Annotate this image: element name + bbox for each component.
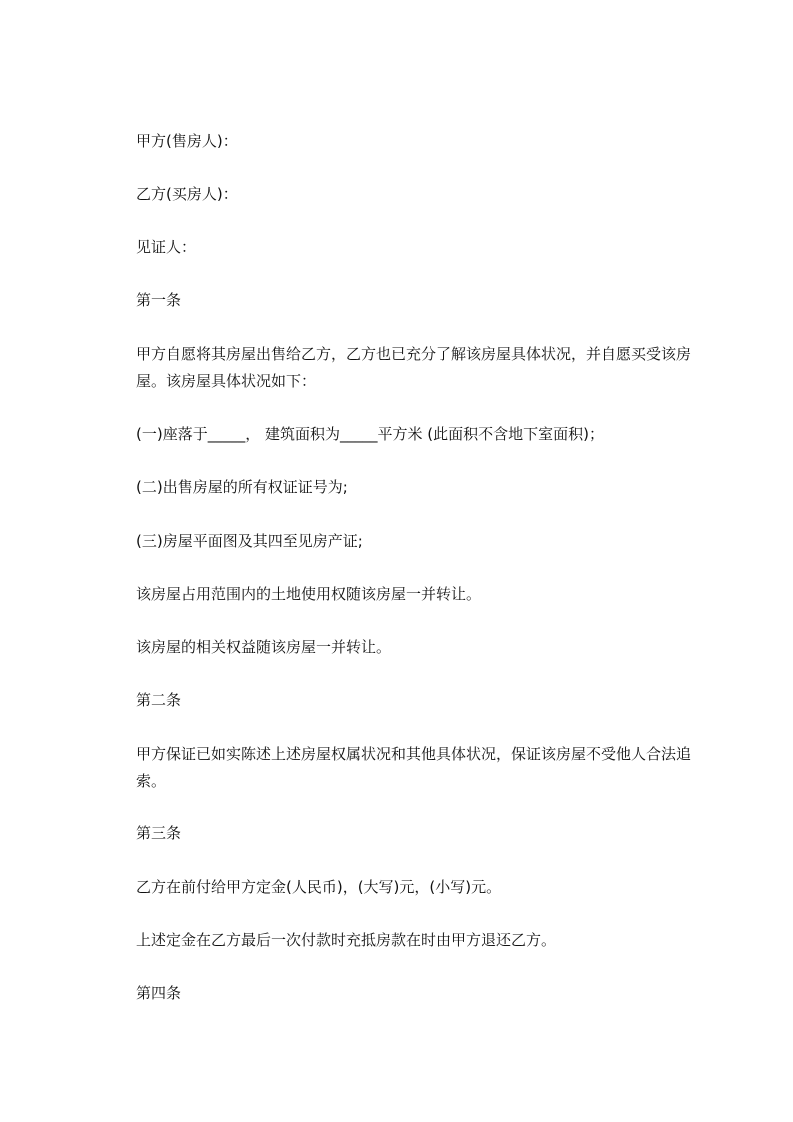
party-a-line: 甲方(售房人)： (136, 132, 238, 150)
clause-3-floor-plan: (三)房屋平面图及其四至见房产证; (136, 532, 363, 550)
article-1-heading: 第一条 (136, 291, 182, 309)
article-4-heading: 第四条 (136, 984, 182, 1002)
related-rights-paragraph: 该房屋的相关权益随该房屋一并转让。 (136, 638, 392, 656)
article-3-deposit: 乙方在前付给甲方定金(人民币)，(大写)元，(小写)元。 (136, 878, 502, 896)
article-3-heading: 第三条 (136, 824, 182, 842)
article-2-body: 甲方保证已如实陈述上述房屋权属状况和其他具体状况，保证该房屋不受他人合法追索。 (136, 745, 692, 790)
article-3-deposit-offset: 上述定金在乙方最后一次付款时充抵房款在时由甲方退还乙方。 (136, 931, 557, 949)
land-use-right-paragraph: 该房屋占用范围内的土地使用权随该房屋一并转让。 (136, 585, 482, 603)
article-1-intro: 甲方自愿将其房屋出售给乙方，乙方也已充分了解该房屋具体状况，并自愿买受该房屋。该房屋具体状况如下： (136, 345, 692, 390)
article-2-heading: 第二条 (136, 691, 182, 709)
clause-2-certificate: (二)出售房屋的所有权证证号为; (136, 478, 348, 496)
clause-1-location: (一)座落于_____， 建筑面积为_____平方米 (此面积不含地下室面积)； (136, 425, 604, 443)
party-b-line: 乙方(买房人)： (136, 185, 238, 203)
witness-line: 见证人： (136, 238, 197, 256)
